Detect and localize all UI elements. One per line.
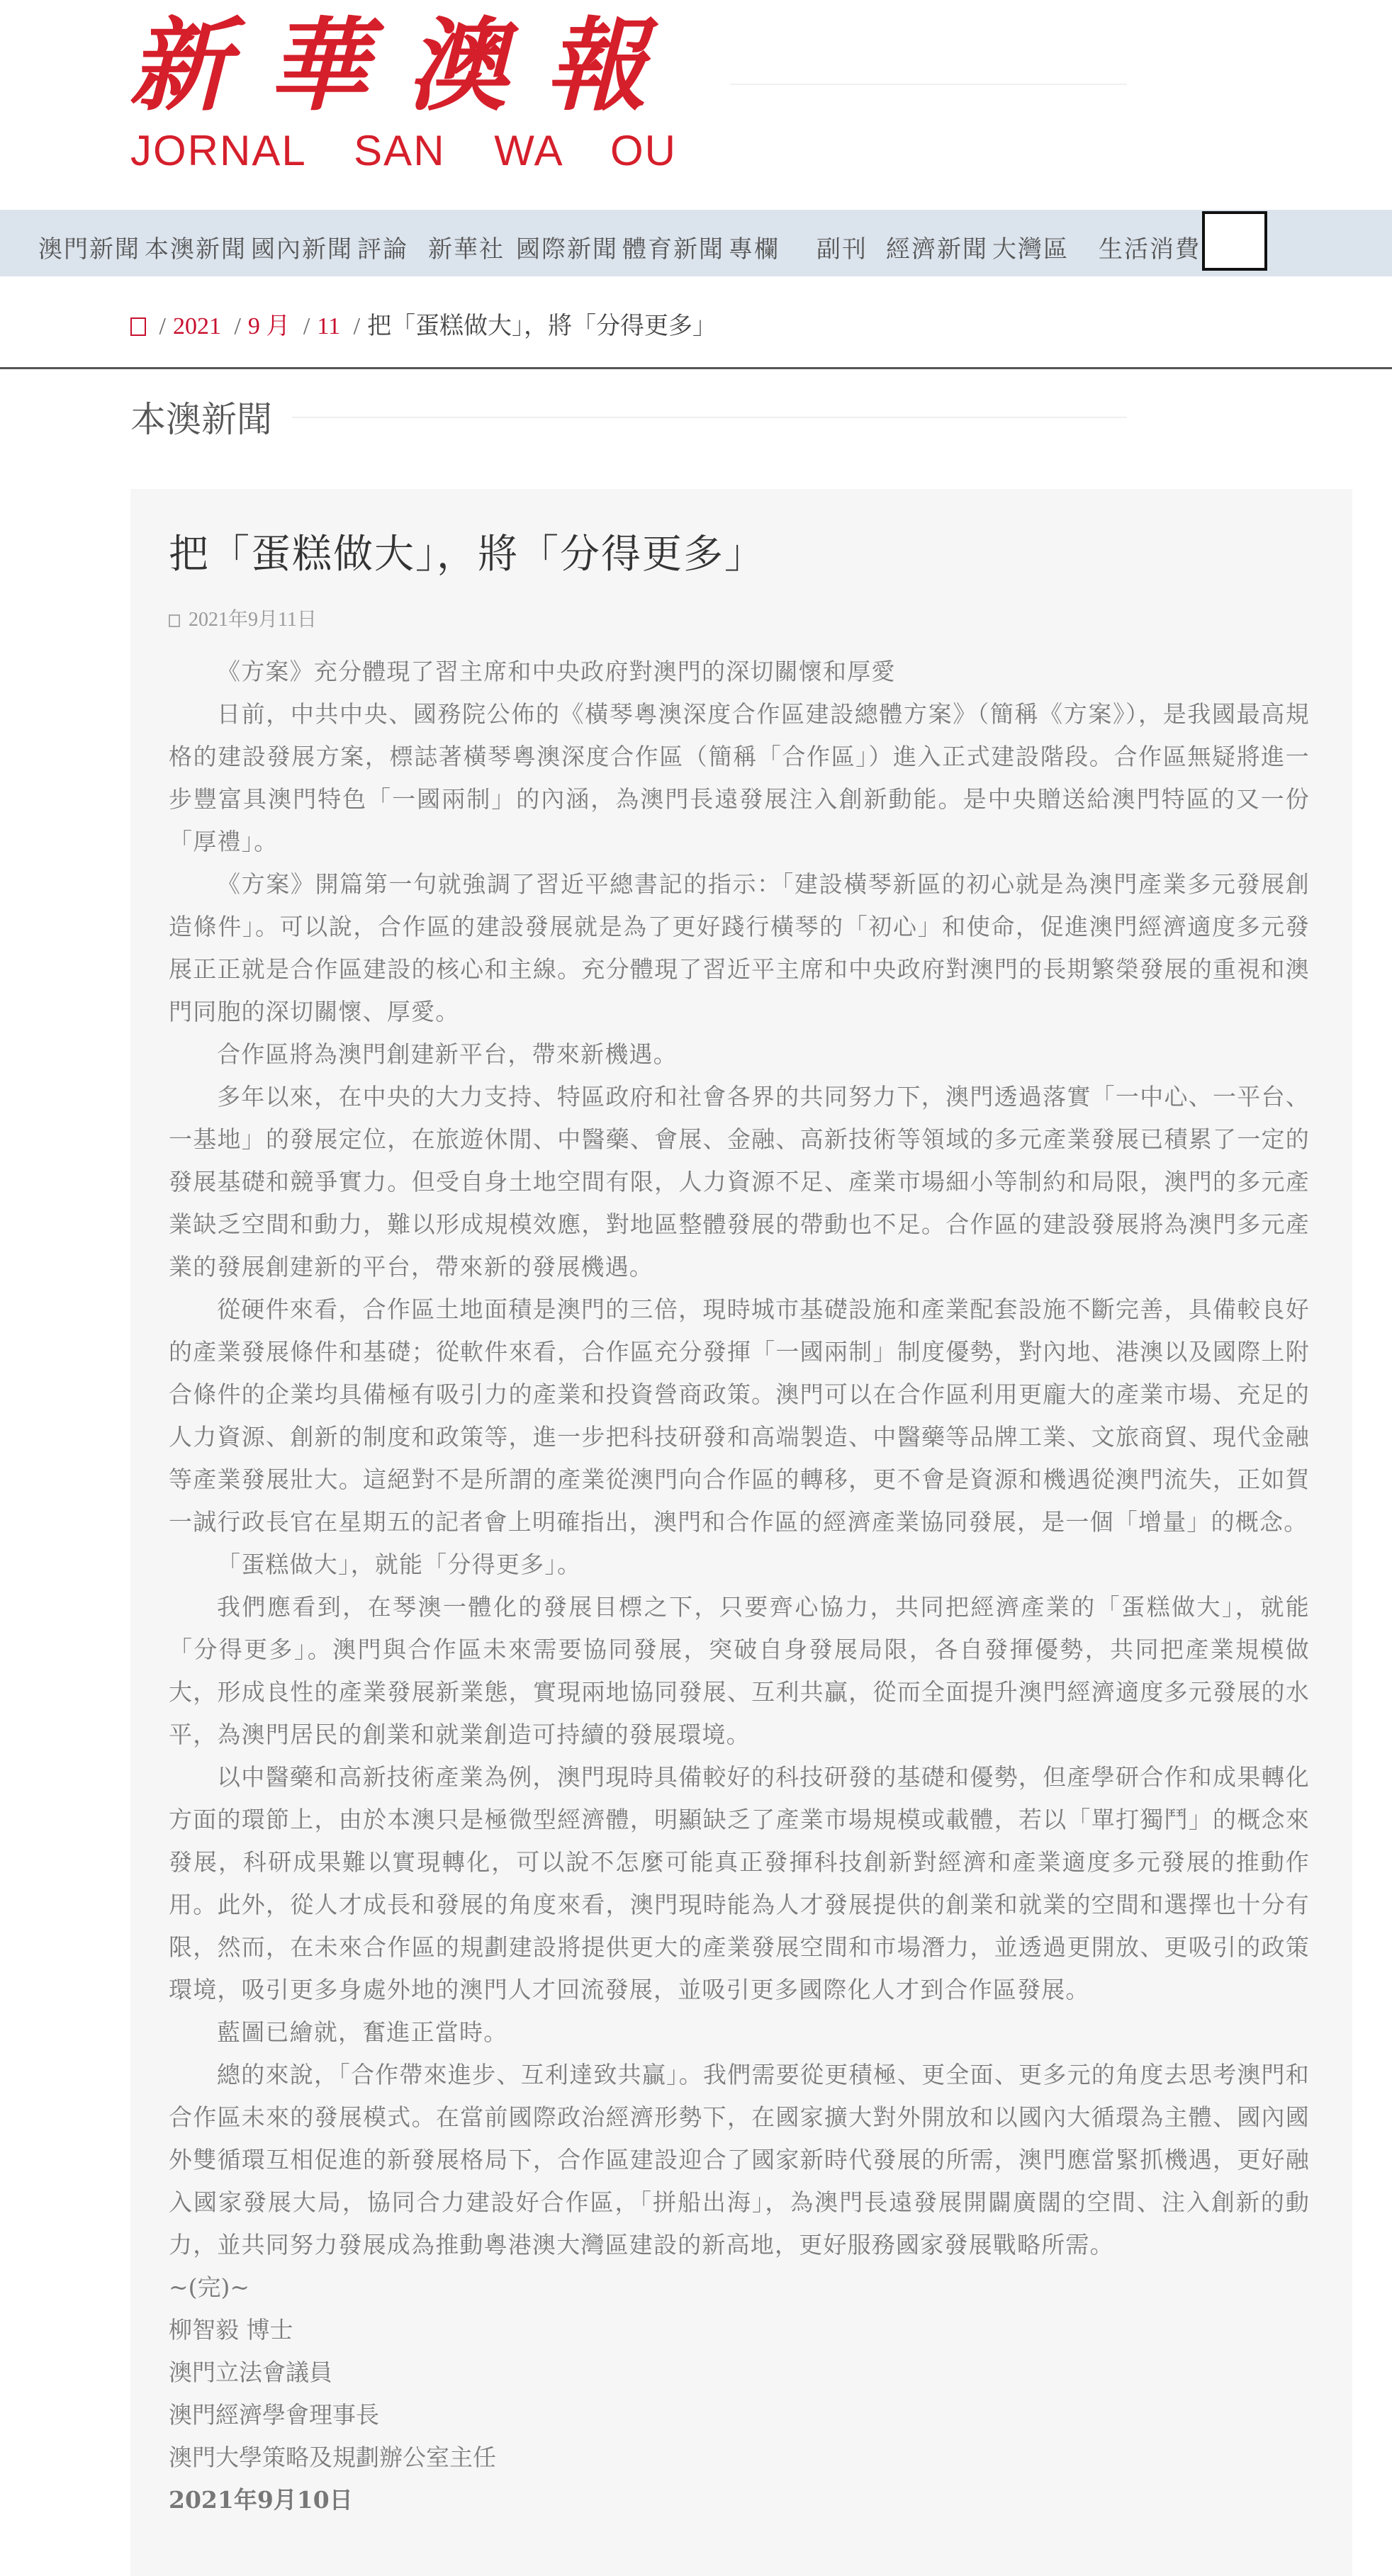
nav-item-national-news[interactable]: 國內新聞 [251, 235, 353, 264]
article-paragraph: 我們應看到，在琴澳一體化的發展目標之下，只要齊心協力，共同把經濟產業的「蛋糕做大」，就能「分得更多」。澳門與合作區未來需要協同發展，突破自身發展局限，各自發揮優勢，共同把產業規模做大，形成良性的產業發展新業態，實現兩地協同發展、互利共贏，從而全面提升澳門經濟適度多元發展的水平，為澳門居民的創業和就業創造可持續的發展環境。 [169, 1593, 1310, 1748]
article-date-row [169, 604, 317, 632]
author-role: 澳門立法會議員 [169, 2358, 332, 2386]
header-divider [730, 84, 1127, 85]
author-role: 澳門經濟學會理事長 [169, 2401, 379, 2429]
article-paragraph: 從硬件來看，合作區土地面積是澳門的三倍，現時城市基礎設施和產業配套設施不斷完善，具備較良好的產業發展條件和基礎；從軟件來看，合作區充分發揮「一國兩制」制度優勢，對內地、港澳以及國際上附合條件的企業均具備極有吸引力的產業和投資營商政策。澳門可以在合作區利用更龐大的產業市場、充足的人力資源、創新的制度和政策等，進一步把科技研發和高端製造、中醫藥等品牌工業、文旅商貿、現代金融等產業發展壯大。這絕對不是所謂的產業從澳門向合作區的轉移，更不會是資源和機遇從澳門流失，正如賀一誠行政長官在星期五的記者會上明確指出，澳門和合作區的經濟產業協同發展，是一個「增量」的概念。 [169, 1295, 1310, 1536]
article-title: 把「蛋糕做大」，將「分得更多」 [169, 531, 765, 578]
nav-item-columns[interactable]: 專欄 [729, 235, 780, 264]
main-nav [0, 210, 1392, 276]
nav-item-international-news[interactable]: 國際新聞 [516, 235, 618, 264]
nav-search-button[interactable] [1202, 211, 1267, 271]
nav-item-xinhua[interactable]: 新華社 [428, 235, 505, 264]
nav-item-greater-bay-area[interactable]: 大灣區 [992, 235, 1069, 264]
article-paragraph: 多年以來，在中央的大力支持、特區政府和社會各界的共同努力下，澳門透過落實「一中心、一平台、一基地」的發展定位，在旅遊休閒、中醫藥、會展、金融、高新技術等領域的多元產業發展已積累了一定的發展基礎和競爭實力。但受自身土地空間有限，人力資源不足、產業市場細小等制約和局限，澳門的多元產業缺乏空間和動力，難以形成規模效應，對地區整體發展的帶動也不足。合作區的建設發展將為澳門多元產業的發展創建新的平台，帶來新的發展機遇。 [169, 1083, 1310, 1281]
calendar-icon [169, 614, 180, 627]
page-divider [0, 367, 1392, 369]
logo-chinese[interactable]: 新華澳報 [129, 7, 685, 125]
nav-item-commentary[interactable]: 評論 [357, 235, 408, 264]
breadcrumb: / 2021 / 9 月 / 11 / 把「蛋糕做大」，將「分得更多」 [130, 306, 717, 341]
nav-item-supplement[interactable]: 副刊 [816, 235, 868, 264]
section-title: 本澳新聞 [130, 399, 272, 440]
breadcrumb-month[interactable]: 9 月 [247, 313, 291, 339]
logo-english[interactable]: JORNAL SAN WA OU [130, 127, 677, 174]
signed-date: 2021年9月10日 [169, 2486, 353, 2514]
home-icon[interactable] [130, 317, 146, 336]
article-body [169, 651, 1310, 2521]
nav-item-consumer-life[interactable]: 生活消費 [1099, 235, 1201, 264]
author-name: 柳智毅 博士 [169, 2316, 293, 2344]
article-card [130, 489, 1352, 2576]
article-paragraph: 合作區將為澳門創建新平台，帶來新機遇。 [217, 1040, 678, 1068]
site-header [0, 0, 1392, 210]
breadcrumb-current: 把「蛋糕做大」，將「分得更多」 [367, 313, 717, 339]
article-paragraph: 日前，中共中央、國務院公佈的《橫琴粵澳深度合作區建設總體方案》（簡稱《方案》），是我國最高規格的建設發展方案，標誌著橫琴粵澳深度合作區（簡稱「合作區」）進入正式建設階段。合作區無疑將進一步豐富具澳門特色「一國兩制」的內涵，為澳門長遠發展注入創新動能。是中央贈送給澳門特區的又一份「厚禮」。 [169, 700, 1310, 855]
article-date: 2021年9月11日 [189, 609, 317, 631]
breadcrumb-day[interactable]: 11 [317, 313, 341, 339]
article-paragraph: 藍圖已繪就，奮進正當時。 [217, 2018, 508, 2046]
article-paragraph: 《方案》開篇第一句就強調了習近平總書記的指示：「建設橫琴新區的初心就是為澳門產業多元發展創造條件」。可以說，合作區的建設發展就是為了更好踐行橫琴的「初心」和使命，促進澳門經濟適度多元發展正正就是合作區建設的核心和主線。充分體現了習近平主席和中央政府對澳門的長期繁榮發展的重視和澳門同胞的深切關懷、厚愛。 [169, 870, 1310, 1025]
section-title-line [292, 417, 1127, 418]
nav-item-economic-news[interactable]: 經濟新聞 [886, 235, 988, 264]
author-role: 澳門大學策略及規劃辦公室主任 [169, 2443, 496, 2471]
article-paragraph: 《方案》充分體現了習主席和中央政府對澳門的深切關懷和厚愛 [217, 658, 896, 685]
nav-item-sports-news[interactable]: 體育新聞 [622, 235, 724, 264]
article-paragraph: 「蛋糕做大」，就能「分得更多」。 [217, 1551, 582, 1578]
breadcrumb-year[interactable]: 2021 [172, 313, 221, 339]
nav-item-macau-news[interactable]: 澳門新聞 [38, 235, 140, 264]
article-end-mark: ~(完)~ [169, 2273, 250, 2301]
article-paragraph: 以中醫藥和高新技術產業為例，澳門現時具備較好的科技研發的基礎和優勢，但產學研合作和成果轉化方面的環節上，由於本澳只是極微型經濟體，明顯缺乏了產業市場規模或載體，若以「單打獨鬥」的概念來發展，科研成果難以實現轉化，可以說不怎麼可能真正發揮科技創新對經濟和產業適度多元發展的推動作用。此外，從人才成長和發展的角度來看，澳門現時能為人才發展提供的創業和就業的空間和選擇也十分有限，然而，在未來合作區的規劃建設將提供更大的產業發展空間和市場潛力，並透過更開放、更吸引的政策環境，吸引更多身處外地的澳門人才回流發展，並吸引更多國際化人才到合作區發展。 [169, 1763, 1310, 2003]
article-paragraph: 總的來說，「合作帶來進步、互利達致共贏」。我們需要從更積極、更全面、更多元的角度去思考澳門和合作區未來的發展模式。在當前國際政治經濟形勢下，在國家擴大對外開放和以國內大循環為主體、國內國外雙循環互相促進的新發展格局下，合作區建設迎合了國家新時代發展的所需，澳門應當緊抓機遇，更好融入國家發展大局，協同合力建設好合作區，「拼船出海」，為澳門長遠發展開闢廣闊的空間、注入創新的動力，並共同努力發展成為推動粵港澳大灣區建設的新高地，更好服務國家發展戰略所需。 [169, 2061, 1310, 2259]
nav-item-local-news[interactable]: 本澳新聞 [145, 235, 247, 264]
